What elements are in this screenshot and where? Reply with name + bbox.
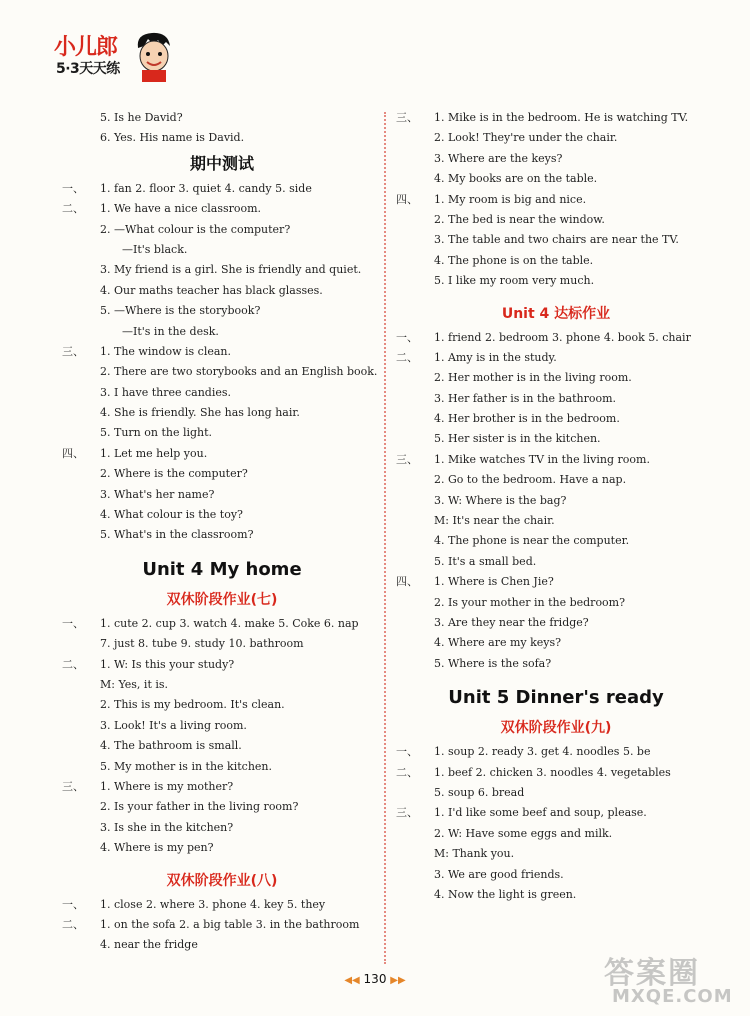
answer-text: 1. on the sofa 2. a big table 3. in the bathroom (100, 917, 360, 931)
answer-line (396, 783, 716, 803)
answer-text: 1. fan 2. floor 3. quiet 4. candy 5. side (100, 181, 312, 195)
answer-line (62, 322, 382, 342)
question-number: 三、 (62, 779, 84, 793)
answer-text: 1. Where is Chen Jie? (434, 575, 554, 589)
watermark-text: 答案圈 (604, 956, 700, 991)
answer-text: M: Yes, it is. (100, 677, 169, 691)
question-number: 二、 (396, 765, 418, 779)
answer-text: 5. —Where is the storybook? (100, 304, 261, 318)
answer-text: 5. What's in the classroom? (100, 528, 254, 542)
answer-line (396, 368, 716, 388)
answer-text: 3. The table and two chairs are near the TV. (434, 233, 679, 247)
answer-line (396, 409, 716, 429)
brand-name: 小儿郎 (54, 35, 118, 60)
answer-text: 3. Are they near the fridge? (434, 615, 589, 629)
column-divider (384, 112, 386, 964)
answer-text: 4. The bathroom is small. (100, 739, 242, 753)
answer-text: 3. We are good friends. (434, 867, 564, 881)
answer-line (62, 505, 382, 525)
answer-text: 5. It's a small bed. (434, 554, 537, 568)
answer-text: 4. What colour is the toy? (100, 508, 243, 522)
answer-text: 3. My friend is a girl. She is friendly and quiet. (100, 263, 362, 277)
answer-line (62, 915, 382, 935)
answer-text: 4. Where are my keys? (434, 636, 562, 650)
subsection-heading: 双休阶段作业(九) (500, 720, 612, 737)
answer-line (396, 470, 716, 490)
question-number: 四、 (396, 192, 418, 206)
answer-text: 1. The window is clean. (100, 344, 232, 358)
answer-line (396, 654, 716, 674)
answer-text: 1. Amy is in the study. (434, 350, 557, 364)
answer-text: 4. She is friendly. She has long hair. (100, 406, 300, 420)
answer-line (396, 328, 716, 348)
answer-text: 6. Yes. His name is David. (100, 131, 245, 145)
watermark-url: MXQE.COM (612, 986, 733, 1007)
answer-text: 1. W: Is this your study? (100, 657, 235, 671)
answer-line (62, 220, 382, 240)
answer-line (396, 844, 716, 864)
question-number: 二、 (62, 917, 84, 931)
answer-text: 2. The bed is near the window. (434, 212, 605, 226)
answer-text: 3. What's her name? (100, 487, 215, 501)
answer-text: 5. My mother is in the kitchen. (100, 759, 272, 773)
answer-text: 1. We have a nice classroom. (100, 202, 262, 216)
answer-text: 1. I'd like some beef and soup, please. (434, 806, 647, 820)
question-number: 一、 (62, 616, 84, 630)
answer-line (396, 210, 716, 230)
answer-line (396, 511, 716, 531)
answer-line (62, 895, 382, 915)
answer-text: 3. Look! It's a living room. (100, 718, 247, 732)
question-number: 四、 (62, 446, 84, 460)
answer-line (396, 824, 716, 844)
answer-line (62, 797, 382, 817)
answer-line (62, 757, 382, 777)
answer-line (62, 695, 382, 715)
right-answer-column (396, 108, 716, 905)
answer-line (396, 633, 716, 653)
answer-text: 5. I like my room very much. (434, 274, 595, 288)
answer-line (62, 655, 382, 675)
answer-text: 5. Her sister is in the kitchen. (434, 432, 601, 446)
answer-line (62, 525, 382, 545)
mascot-boy-icon (132, 30, 176, 82)
question-number: 二、 (396, 350, 418, 364)
answer-line (62, 423, 382, 443)
answer-line (62, 464, 382, 484)
answer-line (396, 803, 716, 823)
answer-line (62, 675, 382, 695)
answer-line (62, 362, 382, 382)
question-number: 二、 (62, 202, 84, 216)
answer-line (62, 614, 382, 634)
answer-text: 2. Look! They're under the chair. (434, 131, 618, 145)
answer-line (396, 531, 716, 551)
answer-line (396, 149, 716, 169)
answer-text: 2. Go to the bedroom. Have a nap. (434, 473, 627, 487)
answer-line (396, 251, 716, 271)
answer-line (62, 403, 382, 423)
answer-text: 5. Where is the sofa? (434, 656, 552, 670)
spacer (396, 292, 716, 300)
answer-text: 4. near the fridge (100, 938, 198, 952)
answer-text: 4. The phone is near the computer. (434, 534, 630, 548)
answer-line (396, 763, 716, 783)
answer-line (62, 383, 382, 403)
answer-text: —It's black. (122, 242, 188, 256)
answer-text: 3. W: Where is the bag? (434, 493, 567, 507)
answer-text: 4. The phone is on the table. (434, 253, 594, 267)
answer-line (62, 179, 382, 199)
arrow-left-icon: ◀◀ (344, 975, 360, 986)
answer-text: —It's in the desk. (122, 324, 219, 338)
question-number: 一、 (396, 330, 418, 344)
answer-line (396, 865, 716, 885)
answer-line (396, 429, 716, 449)
answer-line (62, 128, 382, 148)
answer-line (396, 169, 716, 189)
answer-text: 4. Now the light is green. (434, 887, 577, 901)
answer-text: 5. soup 6. bread (434, 785, 525, 799)
answer-text: 2. Is your mother in the bedroom? (434, 595, 626, 609)
subsection-heading: 双休阶段作业(七) (166, 591, 278, 608)
answer-text: 4. Our maths teacher has black glasses. (100, 283, 323, 297)
answer-line (396, 230, 716, 250)
answer-line (62, 301, 382, 321)
answer-line (62, 342, 382, 362)
answer-line (396, 491, 716, 511)
answer-text: 3. Is she in the kitchen? (100, 820, 234, 834)
spacer (62, 546, 382, 554)
answer-text: 5. Turn on the light. (100, 426, 213, 440)
unit-heading: Unit 4 My home (142, 558, 302, 580)
answer-text: 7. just 8. tube 9. study 10. bathroom (100, 637, 304, 651)
answer-line (62, 736, 382, 756)
question-number: 一、 (62, 181, 84, 195)
answer-line (62, 260, 382, 280)
page-number: 130 (363, 972, 387, 986)
question-number: 二、 (62, 657, 84, 671)
answer-text: 2. Where is the computer? (100, 467, 248, 481)
answer-text: M: Thank you. (434, 847, 515, 861)
answer-line (396, 572, 716, 592)
left-answer-column (62, 108, 382, 956)
answer-line (62, 108, 382, 128)
answer-line (396, 593, 716, 613)
answer-line (62, 935, 382, 955)
answer-line (62, 281, 382, 301)
answer-line (396, 108, 716, 128)
unit-heading: Unit 5 Dinner's ready (448, 687, 664, 709)
section-heading: 期中测试 (189, 153, 254, 173)
answer-text: 1. friend 2. bedroom 3. phone 4. book 5. chair (434, 330, 691, 344)
answer-line (62, 716, 382, 736)
answer-text: 2. W: Have some eggs and milk. (434, 826, 613, 840)
answer-text: 4. Her brother is in the bedroom. (434, 412, 620, 426)
answer-text: 1. cute 2. cup 3. watch 4. make 5. Coke 6. nap (100, 616, 359, 630)
answer-line (396, 389, 716, 409)
answer-text: 1. beef 2. chicken 3. noodles 4. vegetables (434, 765, 671, 779)
answer-line (396, 885, 716, 905)
question-number: 三、 (396, 452, 418, 466)
answer-line (62, 634, 382, 654)
answer-text: 3. I have three candies. (100, 385, 231, 399)
answer-line (396, 348, 716, 368)
question-number: 一、 (396, 745, 418, 759)
answer-text: 4. My books are on the table. (434, 172, 598, 186)
spacer (62, 859, 382, 867)
answer-text: 2. Is your father in the living room? (100, 800, 299, 814)
question-number: 一、 (62, 897, 84, 911)
answer-line (396, 552, 716, 572)
subsection-heading: Unit 4 达标作业 (501, 305, 611, 322)
answer-text: 2. There are two storybooks and an English book. (100, 365, 378, 379)
site-watermark (600, 948, 740, 1010)
answer-line (62, 838, 382, 858)
answer-line (396, 128, 716, 148)
question-number: 四、 (396, 575, 418, 589)
question-number: 三、 (396, 806, 418, 820)
answer-text: M: It's near the chair. (434, 514, 555, 528)
answer-text: 2. This is my bedroom. It's clean. (100, 698, 285, 712)
answer-text: 2. —What colour is the computer? (100, 222, 291, 236)
answer-line (62, 240, 382, 260)
brand-logo (48, 30, 178, 86)
answer-text: 4. Where is my pen? (100, 841, 214, 855)
answer-text: 3. Her father is in the bathroom. (434, 391, 617, 405)
answer-text: 1. close 2. where 3. phone 4. key 5. they (100, 897, 326, 911)
answer-text: 2. Her mother is in the living room. (434, 371, 632, 385)
question-number: 三、 (62, 344, 84, 358)
answer-text: 1. My room is big and nice. (434, 192, 587, 206)
answer-text: 1. Mike is in the bedroom. He is watching TV. (434, 111, 689, 124)
answer-text: 1. Let me help you. (100, 446, 208, 460)
answer-text: 1. Mike watches TV in the living room. (434, 452, 650, 466)
answer-line (396, 450, 716, 470)
answer-text: 5. Is he David? (100, 111, 183, 124)
answer-line (396, 190, 716, 210)
answer-line (62, 444, 382, 464)
answer-line (396, 613, 716, 633)
answer-line (62, 818, 382, 838)
answer-line (62, 199, 382, 219)
answer-line (396, 271, 716, 291)
answer-line (62, 485, 382, 505)
question-number: 三、 (396, 111, 418, 124)
answer-text: 1. Where is my mother? (100, 779, 234, 793)
answer-text: 1. soup 2. ready 3. get 4. noodles 5. be (434, 745, 651, 759)
spacer (396, 674, 716, 682)
arrow-right-icon: ▶▶ (390, 975, 406, 986)
answer-line (62, 777, 382, 797)
answer-line (396, 742, 716, 762)
brand-subtitle: 5·3天天练 (56, 61, 120, 77)
answer-text: 3. Where are the keys? (434, 151, 563, 165)
subsection-heading: 双休阶段作业(八) (166, 872, 278, 889)
